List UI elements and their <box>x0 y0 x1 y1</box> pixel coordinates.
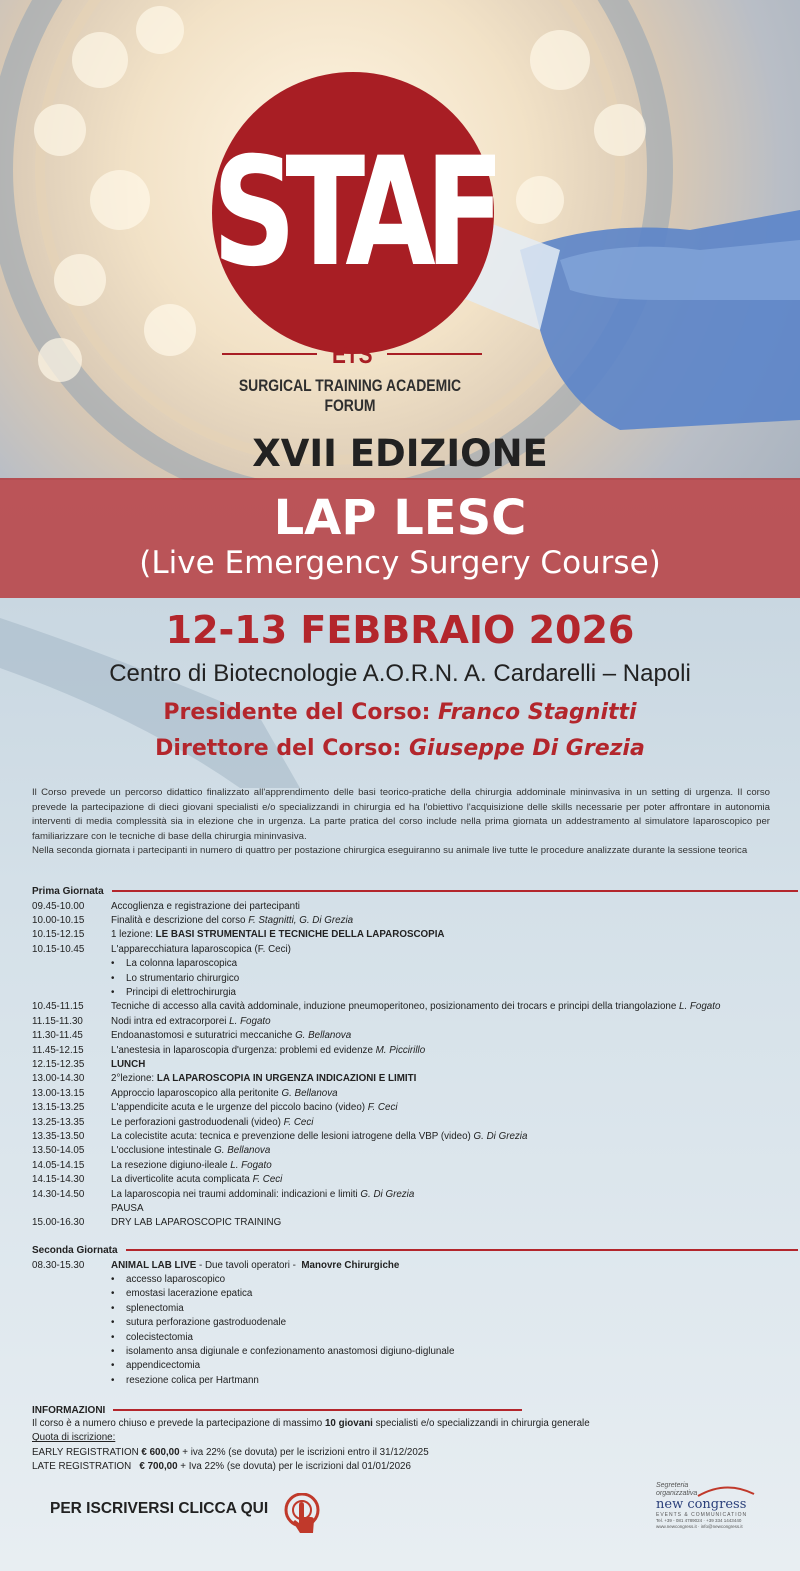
bullet-text: colecistectomia <box>126 1331 193 1343</box>
schedule-text: Approccio laparoscopico alla peritonite <box>111 1087 282 1099</box>
schedule-speaker: L. Fogato <box>229 1015 271 1027</box>
schedule-text: L'apparecchiatura laparoscopica (F. Ceci) <box>111 943 291 955</box>
schedule-time: 13.35-13.50 <box>32 1130 85 1142</box>
schedule-row <box>32 1172 792 1186</box>
schedule-description <box>111 1117 792 1128</box>
bullet-icon: • <box>111 1302 115 1314</box>
schedule-description <box>111 1217 792 1228</box>
bullet-text: Lo strumentario chirurgico <box>126 972 240 984</box>
day2-heading <box>32 1243 798 1257</box>
bullet-icon: • <box>111 1317 115 1329</box>
bullet-text: splenectomia <box>126 1302 184 1314</box>
schedule-time: 13.15-13.25 <box>32 1102 85 1114</box>
info-capacity-target: specialisti e/o specializzandi in chirurgia generale <box>372 1418 590 1429</box>
bullet-icon: • <box>111 1331 115 1343</box>
organizer-web: www.newcongress.it · info@newcongress.it <box>656 1524 743 1529</box>
info-heading <box>32 1403 522 1417</box>
schedule-time: 12.15-12.35 <box>32 1058 85 1070</box>
schedule-row <box>32 1258 792 1272</box>
day2-heading-rule <box>126 1249 798 1251</box>
schedule-speaker: F. Ceci <box>367 1102 398 1114</box>
schedule-time: 13.50-14.05 <box>32 1145 85 1157</box>
schedule-text: Finalità e descrizione del corso <box>111 915 249 927</box>
schedule-text: - Due tavoli operatori - <box>196 1259 302 1271</box>
schedule-speaker: L. Fogato <box>679 1001 721 1013</box>
schedule-time: 13.00-14.30 <box>32 1073 85 1085</box>
schedule-description <box>111 987 792 998</box>
schedule-row <box>32 957 792 971</box>
schedule-description <box>111 1045 792 1056</box>
schedule-description <box>111 901 792 912</box>
organizer-contacts: Tel. +39 - 081 4789024 · +39 334 1443440 <box>656 1518 742 1523</box>
info-late-registration <box>32 1460 772 1474</box>
president-name: Franco Stagnitti <box>438 700 637 725</box>
info-early-registration <box>32 1446 772 1460</box>
schedule-description <box>111 1375 792 1386</box>
event-dates: 12-13 FEBBRAIO 2026 <box>165 608 635 652</box>
schedule-row <box>32 1216 792 1230</box>
logo-ets: ETS <box>331 338 373 369</box>
organizer-tagline: EVENTS & COMMUNICATION <box>656 1512 748 1518</box>
schedule-row <box>32 1359 792 1373</box>
day1-heading-rule <box>112 890 798 892</box>
register-link[interactable]: PER ISCRIVERSI CLICCA QUI <box>50 1500 269 1517</box>
schedule-speaker: F. Ceci <box>252 1174 283 1186</box>
logo-letters: STAF <box>212 126 494 300</box>
schedule-row <box>32 899 792 913</box>
schedule-time: 11.15-11.30 <box>32 1015 83 1027</box>
schedule-row <box>32 1057 792 1071</box>
schedule-row <box>32 1100 792 1114</box>
schedule-description <box>111 958 792 969</box>
schedule-highlight: LE BASI STRUMENTALI E TECNICHE DELLA LAPAROSCOPIA <box>155 929 445 941</box>
day2-heading-label: Seconda Giornata <box>32 1244 118 1256</box>
schedule-row <box>32 1330 792 1344</box>
schedule-speaker: G. Bellanova <box>295 1030 352 1042</box>
bullet-icon: • <box>111 1288 115 1300</box>
schedule-row <box>32 1014 792 1028</box>
info-fee-label: Quota di iscrizione: <box>32 1432 116 1444</box>
early-label: EARLY REGISTRATION <box>32 1446 142 1458</box>
schedule-highlight: LUNCH <box>111 1058 146 1070</box>
schedule-row <box>32 1344 792 1358</box>
schedule-description <box>111 1260 792 1271</box>
schedule-row <box>32 1043 792 1057</box>
bullet-text: emostasi lacerazione epatica <box>126 1288 253 1300</box>
schedule-row <box>32 928 792 942</box>
schedule-time: 10.15-10.45 <box>32 943 85 955</box>
click-hand-icon[interactable] <box>282 1493 322 1541</box>
schedule-text: La colecistite acuta: tecnica e prevenzione delle lesioni iatrogene della VBP (video) <box>111 1130 474 1142</box>
course-description <box>32 786 770 859</box>
late-label: LATE REGISTRATION <box>32 1461 140 1473</box>
schedule-speaker: M. Piccirillo <box>375 1044 426 1056</box>
schedule-speaker: F. Ceci <box>283 1116 314 1128</box>
schedule-row <box>32 1158 792 1172</box>
schedule-text: L'occlusione intestinale <box>111 1145 215 1157</box>
schedule-description <box>111 1189 792 1200</box>
info-heading-rule <box>113 1409 522 1411</box>
schedule-text: L'anestesia in laparoscopia d'urgenza: problemi ed evidenze <box>111 1044 376 1056</box>
schedule-text: Nodi intra ed extracorporei <box>111 1015 230 1027</box>
schedule-row <box>32 1144 792 1158</box>
logo-subtitle: SURGICAL TRAINING ACADEMIC FORUM <box>238 376 462 415</box>
info-capacity-count: 10 giovani <box>324 1418 373 1429</box>
schedule-time: 15.00-16.30 <box>32 1217 85 1229</box>
course-title: LAP LESC <box>273 490 527 546</box>
info-capacity <box>32 1417 772 1431</box>
day1-heading-label: Prima Giornata <box>32 885 104 897</box>
schedule-speaker: G. Di Grezia <box>360 1188 415 1200</box>
schedule-time: 13.00-13.15 <box>32 1087 85 1099</box>
early-terms: + iva 22% (se dovuta) per le iscrizioni entro il 31/12/2025 <box>179 1446 429 1458</box>
schedule-description <box>111 1073 792 1084</box>
schedule-text: Endoanastomosi e suturatrici meccaniche <box>111 1030 296 1042</box>
schedule-row <box>32 1301 792 1315</box>
early-price: € 600,00 <box>141 1446 180 1458</box>
bullet-icon: • <box>111 1274 115 1286</box>
schedule-description <box>111 973 792 984</box>
schedule-text: PAUSA <box>111 1202 144 1214</box>
schedule-description <box>111 1001 792 1012</box>
schedule-highlight: ANIMAL LAB LIVE <box>111 1259 197 1271</box>
schedule-text: La diverticolite acuta complicata <box>111 1174 253 1186</box>
day1-heading <box>32 884 798 898</box>
event-venue: Centro di Biotecnologie A.O.R.N. A. Cardarelli – Napoli <box>109 660 691 687</box>
schedule-description <box>111 1346 792 1357</box>
bullet-text: accesso laparoscopico <box>126 1274 226 1286</box>
day2-schedule <box>32 1258 792 1388</box>
schedule-row <box>32 1201 792 1215</box>
bullet-text: appendicectomia <box>126 1360 201 1372</box>
schedule-row <box>32 1187 792 1201</box>
schedule-description <box>111 1016 792 1027</box>
schedule-description <box>111 929 792 940</box>
course-subtitle: (Live Emergency Surgery Course) <box>139 545 661 581</box>
schedule-highlight: Manovre Chirurgiche <box>301 1259 400 1271</box>
schedule-row <box>32 913 792 927</box>
bullet-icon: • <box>111 987 115 999</box>
schedule-speaker: L. Fogato <box>230 1159 272 1171</box>
schedule-row <box>32 1000 792 1014</box>
schedule-description <box>111 915 792 926</box>
schedule-row <box>32 1287 792 1301</box>
info-capacity-text: Il corso è a numero chiuso e prevede la partecipazione di massimo <box>32 1418 325 1429</box>
schedule-description <box>111 1160 792 1171</box>
info-block <box>32 1417 772 1475</box>
schedule-speaker: G. Di Grezia <box>473 1130 528 1142</box>
schedule-speaker: G. Bellanova <box>214 1145 271 1157</box>
schedule-time: 14.30-14.50 <box>32 1188 85 1200</box>
schedule-row <box>32 1373 792 1387</box>
schedule-row <box>32 1316 792 1330</box>
schedule-row <box>32 985 792 999</box>
schedule-description <box>111 1303 792 1314</box>
schedule-description <box>111 1030 792 1041</box>
schedule-description <box>111 1174 792 1185</box>
bullet-text: Principi di elettrochirurgia <box>126 987 236 999</box>
schedule-description <box>111 1131 792 1142</box>
schedule-speaker: G. Bellanova <box>281 1087 338 1099</box>
bullet-text: isolamento ansa digiunale e confezionamento anastomosi digiuno-diglunale <box>126 1346 455 1358</box>
schedule-time: 10.45-11.15 <box>32 1001 84 1013</box>
schedule-description <box>111 1102 792 1113</box>
schedule-row <box>32 942 792 956</box>
schedule-row <box>32 1129 792 1143</box>
description-paragraph-2: Nella seconda giornata i partecipanti in numero di quattro per postazione chirurgica eseguiranno su animale live tutte le procedure analizzate durante la sessione teorica <box>32 845 748 856</box>
schedule-description <box>111 1059 792 1070</box>
schedule-description <box>111 1203 792 1214</box>
bullet-icon: • <box>111 958 115 970</box>
schedule-description <box>111 1088 792 1099</box>
schedule-row <box>32 1115 792 1129</box>
schedule-description <box>111 1145 792 1156</box>
organizer-swoosh-icon <box>696 1484 756 1498</box>
schedule-text: DRY LAB LAPAROSCOPIC TRAINING <box>111 1217 282 1229</box>
schedule-description <box>111 1274 792 1285</box>
schedule-text: La resezione digiuno-ileale <box>111 1159 231 1171</box>
schedule-text: L'appendicite acuta e le urgenze del piccolo bacino (video) <box>111 1102 368 1114</box>
schedule-row <box>32 1086 792 1100</box>
schedule-time: 14.05-14.15 <box>32 1159 85 1171</box>
schedule-row <box>32 1272 792 1286</box>
bullet-icon: • <box>111 1360 115 1372</box>
director-name: Giuseppe Di Grezia <box>408 736 645 761</box>
schedule-description <box>111 1317 792 1328</box>
bullet-text: resezione colica per Hartmann <box>126 1374 259 1386</box>
course-director <box>0 736 800 761</box>
schedule-description <box>111 1288 792 1299</box>
schedule-text: Tecniche di accesso alla cavità addominale, induzione pneumoperitoneo, posizionamento dei trocars e principi della triangolazione <box>111 1001 680 1013</box>
edition-label: XVII EDIZIONE <box>252 432 548 475</box>
schedule-text: 1 lezione: <box>111 929 156 941</box>
bullet-icon: • <box>111 1346 115 1358</box>
day1-schedule <box>32 899 792 1230</box>
schedule-text: La laparoscopia nei traumi addominali: indicazioni e limiti <box>111 1188 361 1200</box>
director-label: Direttore del Corso: <box>155 736 402 761</box>
schedule-speaker: F. Stagnitti, G. Di Grezia <box>248 915 354 927</box>
schedule-highlight: LA LAPAROSCOPIA IN URGENZA INDICAZIONI E LIMITI <box>156 1073 417 1085</box>
schedule-description <box>111 1332 792 1343</box>
schedule-time: 11.45-12.15 <box>32 1044 84 1056</box>
schedule-time: 14.15-14.30 <box>32 1174 85 1186</box>
schedule-text: Accoglienza e registrazione dei partecipanti <box>111 900 300 912</box>
schedule-row <box>32 971 792 985</box>
president-label: Presidente del Corso: <box>163 700 431 725</box>
schedule-description <box>111 1360 792 1371</box>
schedule-description <box>111 944 792 955</box>
schedule-time: 11.30-11.45 <box>32 1030 83 1042</box>
bullet-text: sutura perforazione gastroduodenale <box>126 1317 287 1329</box>
course-president <box>0 700 800 725</box>
schedule-time: 09.45-10.00 <box>32 900 85 912</box>
schedule-row <box>32 1072 792 1086</box>
organizer-name: new congress <box>656 1497 747 1512</box>
info-heading-label: INFORMAZIONI <box>32 1404 106 1416</box>
description-paragraph-1: Il Corso prevede un percorso didattico finalizzato all'apprendimento delle basi teorico-pratiche della chirurgia addominale mininvasiva in un setting di urgenza. Il corso prevede la partecipazione di dieci giovani specialisti e/o specializzandi in chirurgia ed ha l'obiettivo l'acquisizione delle skills necessarie per poter affrontare in autonomia interventi di media complessità sia in elezione che in urgenza. La parte pratica del corso include nella prima giornata un addestramento al simulatore laparoscopico per familiarizzare con le tecniche di base della chirurgia mininvasiva. <box>32 787 770 842</box>
logo-rule-left <box>222 353 317 355</box>
schedule-time: 13.25-13.35 <box>32 1116 85 1128</box>
bullet-icon: • <box>111 972 115 984</box>
schedule-text: 2°lezione: <box>111 1073 157 1085</box>
bullet-text: La colonna laparoscopica <box>126 958 238 970</box>
schedule-time: 10.00-10.15 <box>32 915 85 927</box>
late-price: € 700,00 <box>139 1461 178 1473</box>
logo-rule-right <box>387 353 482 355</box>
late-terms: + Iva 22% (se dovuta) per le iscrizioni dal 01/01/2026 <box>177 1461 411 1473</box>
schedule-time: 10.15-12.15 <box>32 929 85 941</box>
logo-ets-row <box>222 340 482 368</box>
organizer-label: Segreteria organizzativa <box>656 1482 698 1497</box>
schedule-row <box>32 1029 792 1043</box>
schedule-time: 08.30-15.30 <box>32 1259 85 1271</box>
schedule-text: Le perforazioni gastroduodenali (video) <box>111 1116 284 1128</box>
organizer-logo <box>656 1482 766 1542</box>
bullet-icon: • <box>111 1374 115 1386</box>
